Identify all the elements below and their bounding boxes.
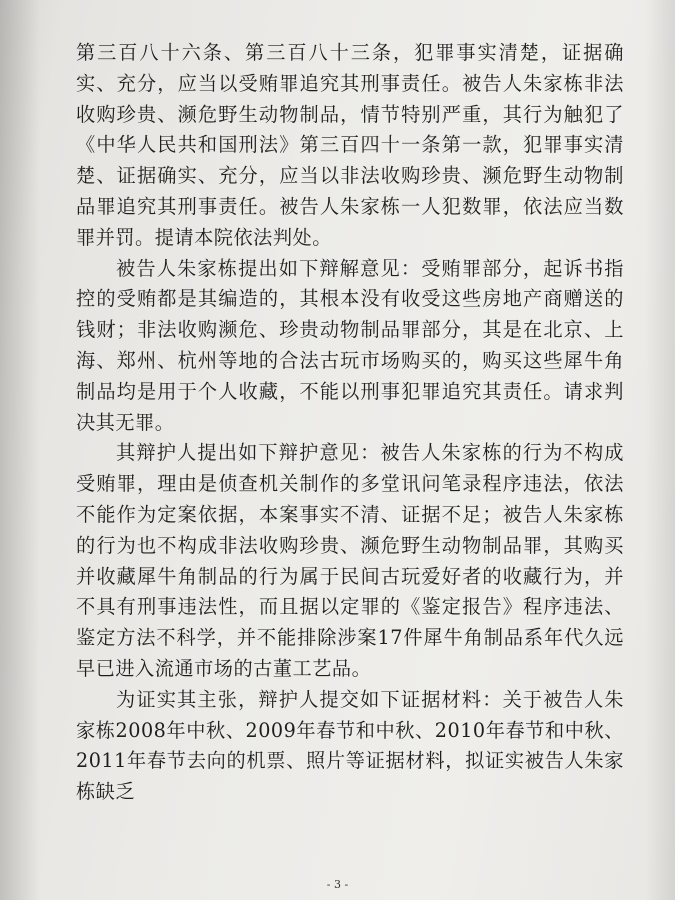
- page-number: - 3 -: [326, 878, 349, 891]
- document-body: [76, 38, 624, 808]
- paragraph-evidence-submitted: 为证实其主张，辩护人提交如下证据材料：关于被告人朱家栋2008年中秋、2009年春节和中秋、2010年春节和中秋、2011年春节去向的机票、照片等证据材料，拟证实被告人朱家栋缺乏: [76, 687, 624, 804]
- paragraph-counsel-defense: 其辩护人提出如下辩护意见：被告人朱家栋的行为不构成受贿罪，理由是侦查机关制作的多堂讯问笔录程序违法，依法不能作为定案依据，本案事实不清、证据不足；被告人朱家栋的行为也不构成非法收购珍贵、濒危野生动物制品罪，其购买并收藏犀牛角制品的行为属于民间古玩爱好者的收藏行为，并不具有刑事违法性，而且据以定罪的《鉴定报告》程序违法、鉴定方法不科学，并不能排除涉案17件犀牛角制品系年代久远早已进入流通市场的古董工艺品。: [76, 441, 624, 680]
- paragraph-charges-conclusion: 第三百八十六条、第三百八十三条，犯罪事实清楚，证据确实、充分，应当以受贿罪追究其刑事责任。被告人朱家栋非法收购珍贵、濒危野生动物制品，情节特别严重，其行为触犯了《中华人民共和国刑法》第三百四十一条第一款，犯罪事实清楚、证据确实、充分，应当以非法收购珍贵、濒危野生动物制品罪追究其刑事责任。被告人朱家栋一人犯数罪，依法应当数罪并罚。提请本院依法判处。: [76, 41, 624, 249]
- paragraph-defendant-defense: 被告人朱家栋提出如下辩解意见：受贿罪部分，起诉书指控的受贿都是其编造的，其根本没有收受这些房地产商赠送的钱财；非法收购濒危、珍贵动物制品罪部分，其是在北京、上海、郑州、杭州等地的合法古玩市场购买的，购买这些犀牛角制品均是用于个人收藏，不能以刑事犯罪追究其责任。请求判决其无罪。: [76, 256, 624, 434]
